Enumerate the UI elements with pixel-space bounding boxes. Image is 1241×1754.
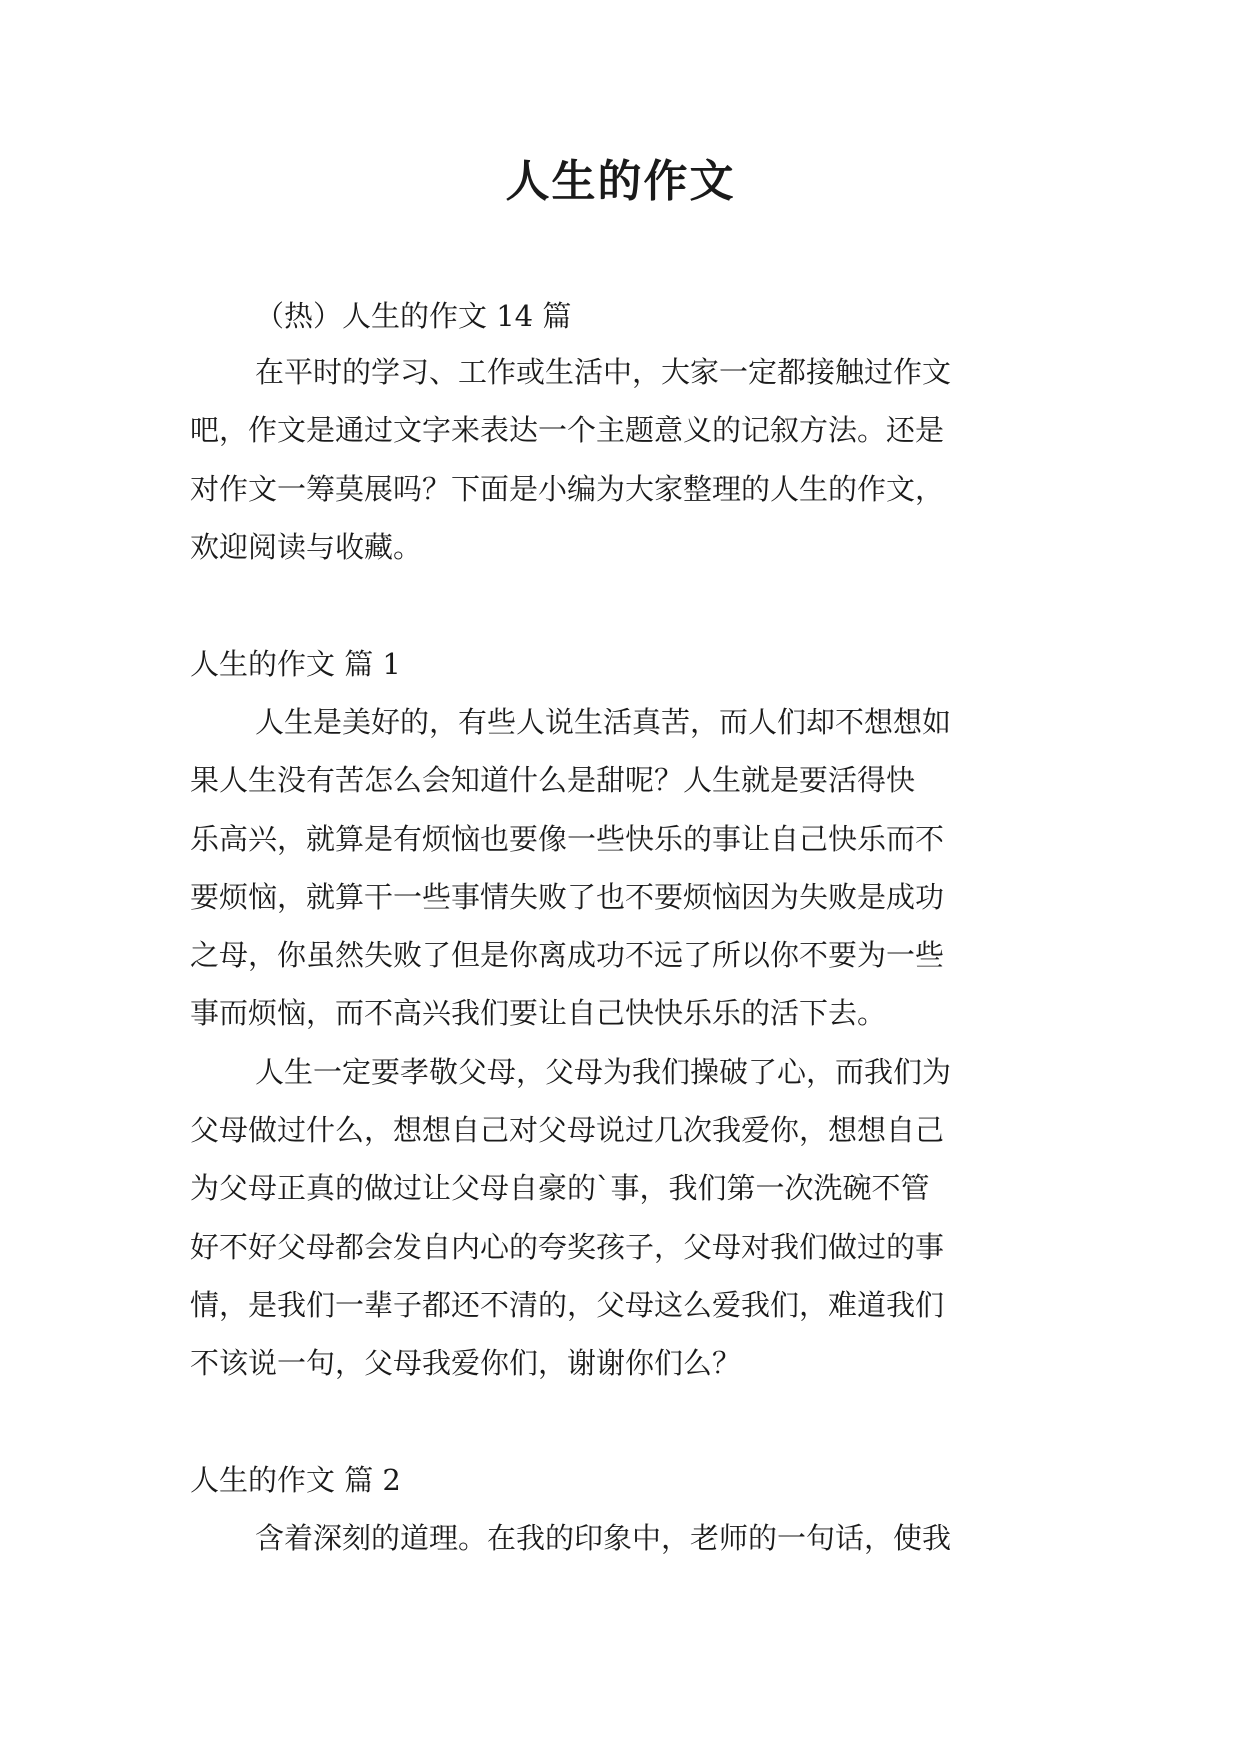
body-line: 事而烦恼，而不高兴我们要让自己快快乐乐的活下去。 — [190, 996, 887, 1030]
intro-line: 欢迎阅读与收藏。 — [190, 530, 423, 564]
body-line: 之母，你虽然失败了但是你离成功不远了所以你不要为一些 — [190, 938, 945, 972]
document-title: 人生的作文 — [505, 156, 736, 207]
body-line: 为父母正真的做过让父母自豪的`事，我们第一次洗碗不管 — [190, 1171, 930, 1205]
section-heading-2: 人生的作文 篇 2 — [190, 1463, 401, 1497]
body-line: 果人生没有苦怎么会知道什么是甜呢？人生就是要活得快 — [190, 763, 916, 797]
document-subtitle: （热）人生的作文 14 篇 — [255, 299, 572, 333]
body-line: 人生一定要孝敬父母，父母为我们操破了心，而我们为 — [255, 1055, 952, 1089]
body-line: 人生是美好的，有些人说生活真苦，而人们却不想想如 — [255, 705, 952, 739]
section-heading-1: 人生的作文 篇 1 — [190, 647, 401, 681]
body-line: 情，是我们一辈子都还不清的，父母这么爱我们，难道我们 — [190, 1288, 945, 1322]
body-line: 要烦恼，就算干一些事情失败了也不要烦恼因为失败是成功 — [190, 880, 945, 914]
intro-line: 吧，作文是通过文字来表达一个主题意义的记叙方法。还是 — [190, 413, 945, 447]
body-line: 好不好父母都会发自内心的夸奖孩子，父母对我们做过的事 — [190, 1230, 945, 1264]
body-line: 乐高兴，就算是有烦恼也要像一些快乐的事让自己快乐而不 — [190, 822, 945, 856]
body-line: 父母做过什么，想想自己对父母说过几次我爱你，想想自己 — [190, 1113, 945, 1147]
body-line: 含着深刻的道理。在我的印象中，老师的一句话，使我 — [255, 1521, 952, 1555]
intro-line: 对作文一筹莫展吗？下面是小编为大家整理的人生的作文， — [190, 472, 945, 506]
body-line: 不该说一句，父母我爱你们，谢谢你们么？ — [190, 1346, 742, 1380]
intro-line: 在平时的学习、工作或生活中，大家一定都接触过作文 — [255, 355, 952, 389]
